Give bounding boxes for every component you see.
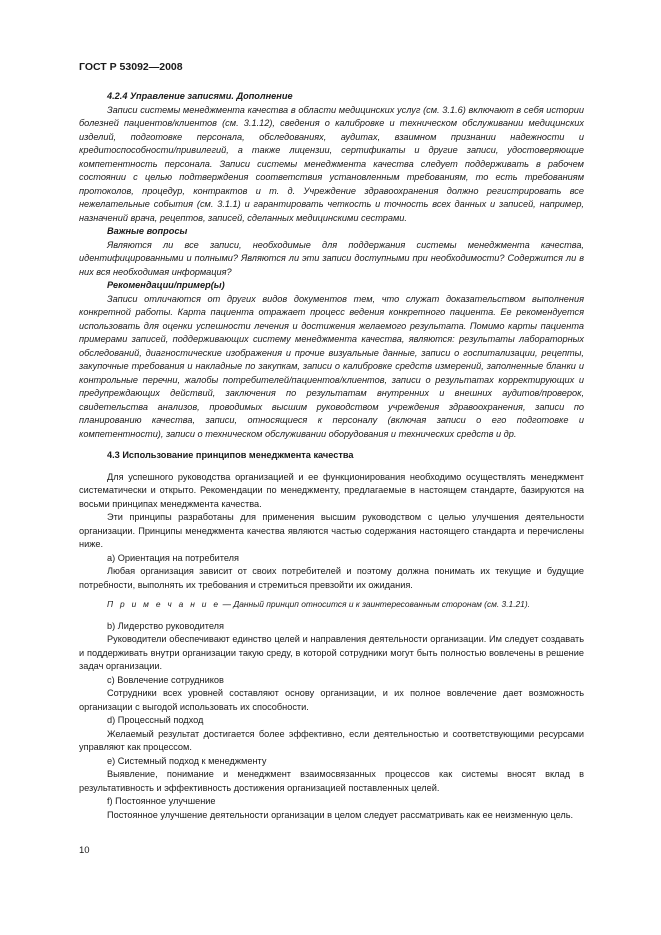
principle-a-text: Любая организация зависит от своих потребителей и поэтому должна понимать их текущие и будущие потребности, выполнять их требования и стремиться превзойти их ожидания. — [79, 566, 584, 590]
principle-b-title: b) Лидерство руководителя — [107, 620, 224, 631]
section-424-title: 4.2.4 Управление записями. Дополнение — [107, 91, 293, 101]
section-43-intro-1: Для успешного руководства организацией и ее функционирования необходимо осуществлять менеджмент систематически и открыто. Рекомендации по менеджменту, предлагаемые в настоящем стандарте, базируются на восьми принципах менеджмента качества. — [79, 471, 584, 509]
note — [79, 598, 584, 612]
principle-e-title: e) Системный подход к менеджменту — [107, 755, 267, 766]
principle-b-text: Руководители обеспечивают единство целей и направления деятельности организации. Им следует создавать и поддерживать внутри организации такую среду, в которой сотрудники могут быть полностью вовлечены в решение задач организации. — [79, 634, 584, 671]
questions-text: Являются ли все записи, необходимые для поддержания системы менеджмента качества, идентифицированными и полными? Являются ли эти записи доступными при необходимости? Содержится ли в них вся необходимая информация? — [79, 239, 584, 277]
note-label: П р и м е ч а н и е — [107, 599, 221, 609]
page-number: 10 — [79, 845, 90, 856]
standard-header: ГОСТ Р 53092—2008 — [79, 61, 183, 73]
principle-c-text: Сотрудники всех уровней составляют основу организации, и их полное вовлечение дает возможность организации с выгодой использовать их способности. — [79, 688, 584, 712]
principle-e-text: Выявление, понимание и менеджмент взаимосвязанных процессов как системы вносят вклад в результативность и эффективность достижения организацией поставленных целей. — [79, 769, 584, 793]
principle-d-text: Желаемый результат достигается более эффективно, если деятельностью и соответствующими ресурсами управляют как процессом. — [79, 728, 584, 752]
section-43-intro-2: Эти принципы разработаны для применения высшим руководством с целью улучшения деятельности организации. Принципы менеджмента качества являются частью содержания настоящего стандарта и перечислены ниже. — [79, 512, 584, 549]
principle-f-title: f) Постоянное улучшение — [107, 796, 216, 806]
recommendations-text: Записи отличаются от других видов документов тем, что служат доказательством выполнения конкретной работы. Карта пациента отражает процесс ведения конкретного пациента. Ее рекомендуется использовать для оценки успешности лечения и достижения желаемого результата. Помимо карты пациента примерами записей, поддерживающих систему менеджмента качества, являются: результаты лабораторных обследований, диагностические изображения и прочие визуальные данные, записи о госпитализации, рецепты, закупочные требования и накладные по закупкам, записи о калибровке средств измерений, заполненные бланки и контрольные перечни, жалобы потребителей/пациентов/клиентов, записи о результатах корректирующих и предупреждающих действий, заключения по результатам внутренних и внешних аудитов/проверок, свидетельства анализов, проводимых высшим руководством учреждения здравоохранения, записи по планированию качества, записи, относящиеся к персоналу (включая записи о его подготовке и компетентности), записи о техническом обслуживании оборудования и технических средств и др. — [79, 293, 584, 439]
page-content — [79, 90, 584, 822]
section-43-title: 4.3 Использование принципов менеджмента качества — [107, 450, 354, 460]
note-text: — Данный принцип относится и к заинтересованным сторонам (см. 3.1.21). — [220, 599, 530, 609]
recommendations-title: Рекомендации/пример(ы) — [107, 280, 225, 290]
principle-a-title: a) Ориентация на потребителя — [107, 552, 240, 563]
principle-c-title: c) Вовлечение сотрудников — [107, 674, 224, 685]
principle-f-text: Постоянное улучшение деятельности организации в целом следует рассматривать как ее неизменную цель. — [107, 809, 574, 820]
principle-d-title: d) Процессный подход — [107, 715, 204, 725]
questions-title: Важные вопросы — [107, 226, 188, 236]
section-424-text: Записи системы менеджмента качества в области медицинских услуг (см. 3.1.6) включают в себя истории болезней пациентов/клиентов (см. 3.1.12), сведения о калибровке и техническом обслуживании медицинских изделий, подготовке персонала, обследованиях, аудитах, взаимном признании надежности и кредитоспособности/привилегий, а также лицензии, сертификаты и другие записи, удостоверяющие компетентность персонала. Записи системы менеджмента качества следует поддерживать в рабочем состоянии с целью подтверждения соответствия установленным требованиям, то есть требованиям протоколов, процедур, контрактов и т. д. Учреждение здравоохранения должно регистрировать все нежелательные события (см. 3.1.1) и гарантировать четкость и точность всех данных и записей, например, назначений врача, рецептов, записей, сделанных медицинскими сестрами. — [79, 104, 584, 223]
